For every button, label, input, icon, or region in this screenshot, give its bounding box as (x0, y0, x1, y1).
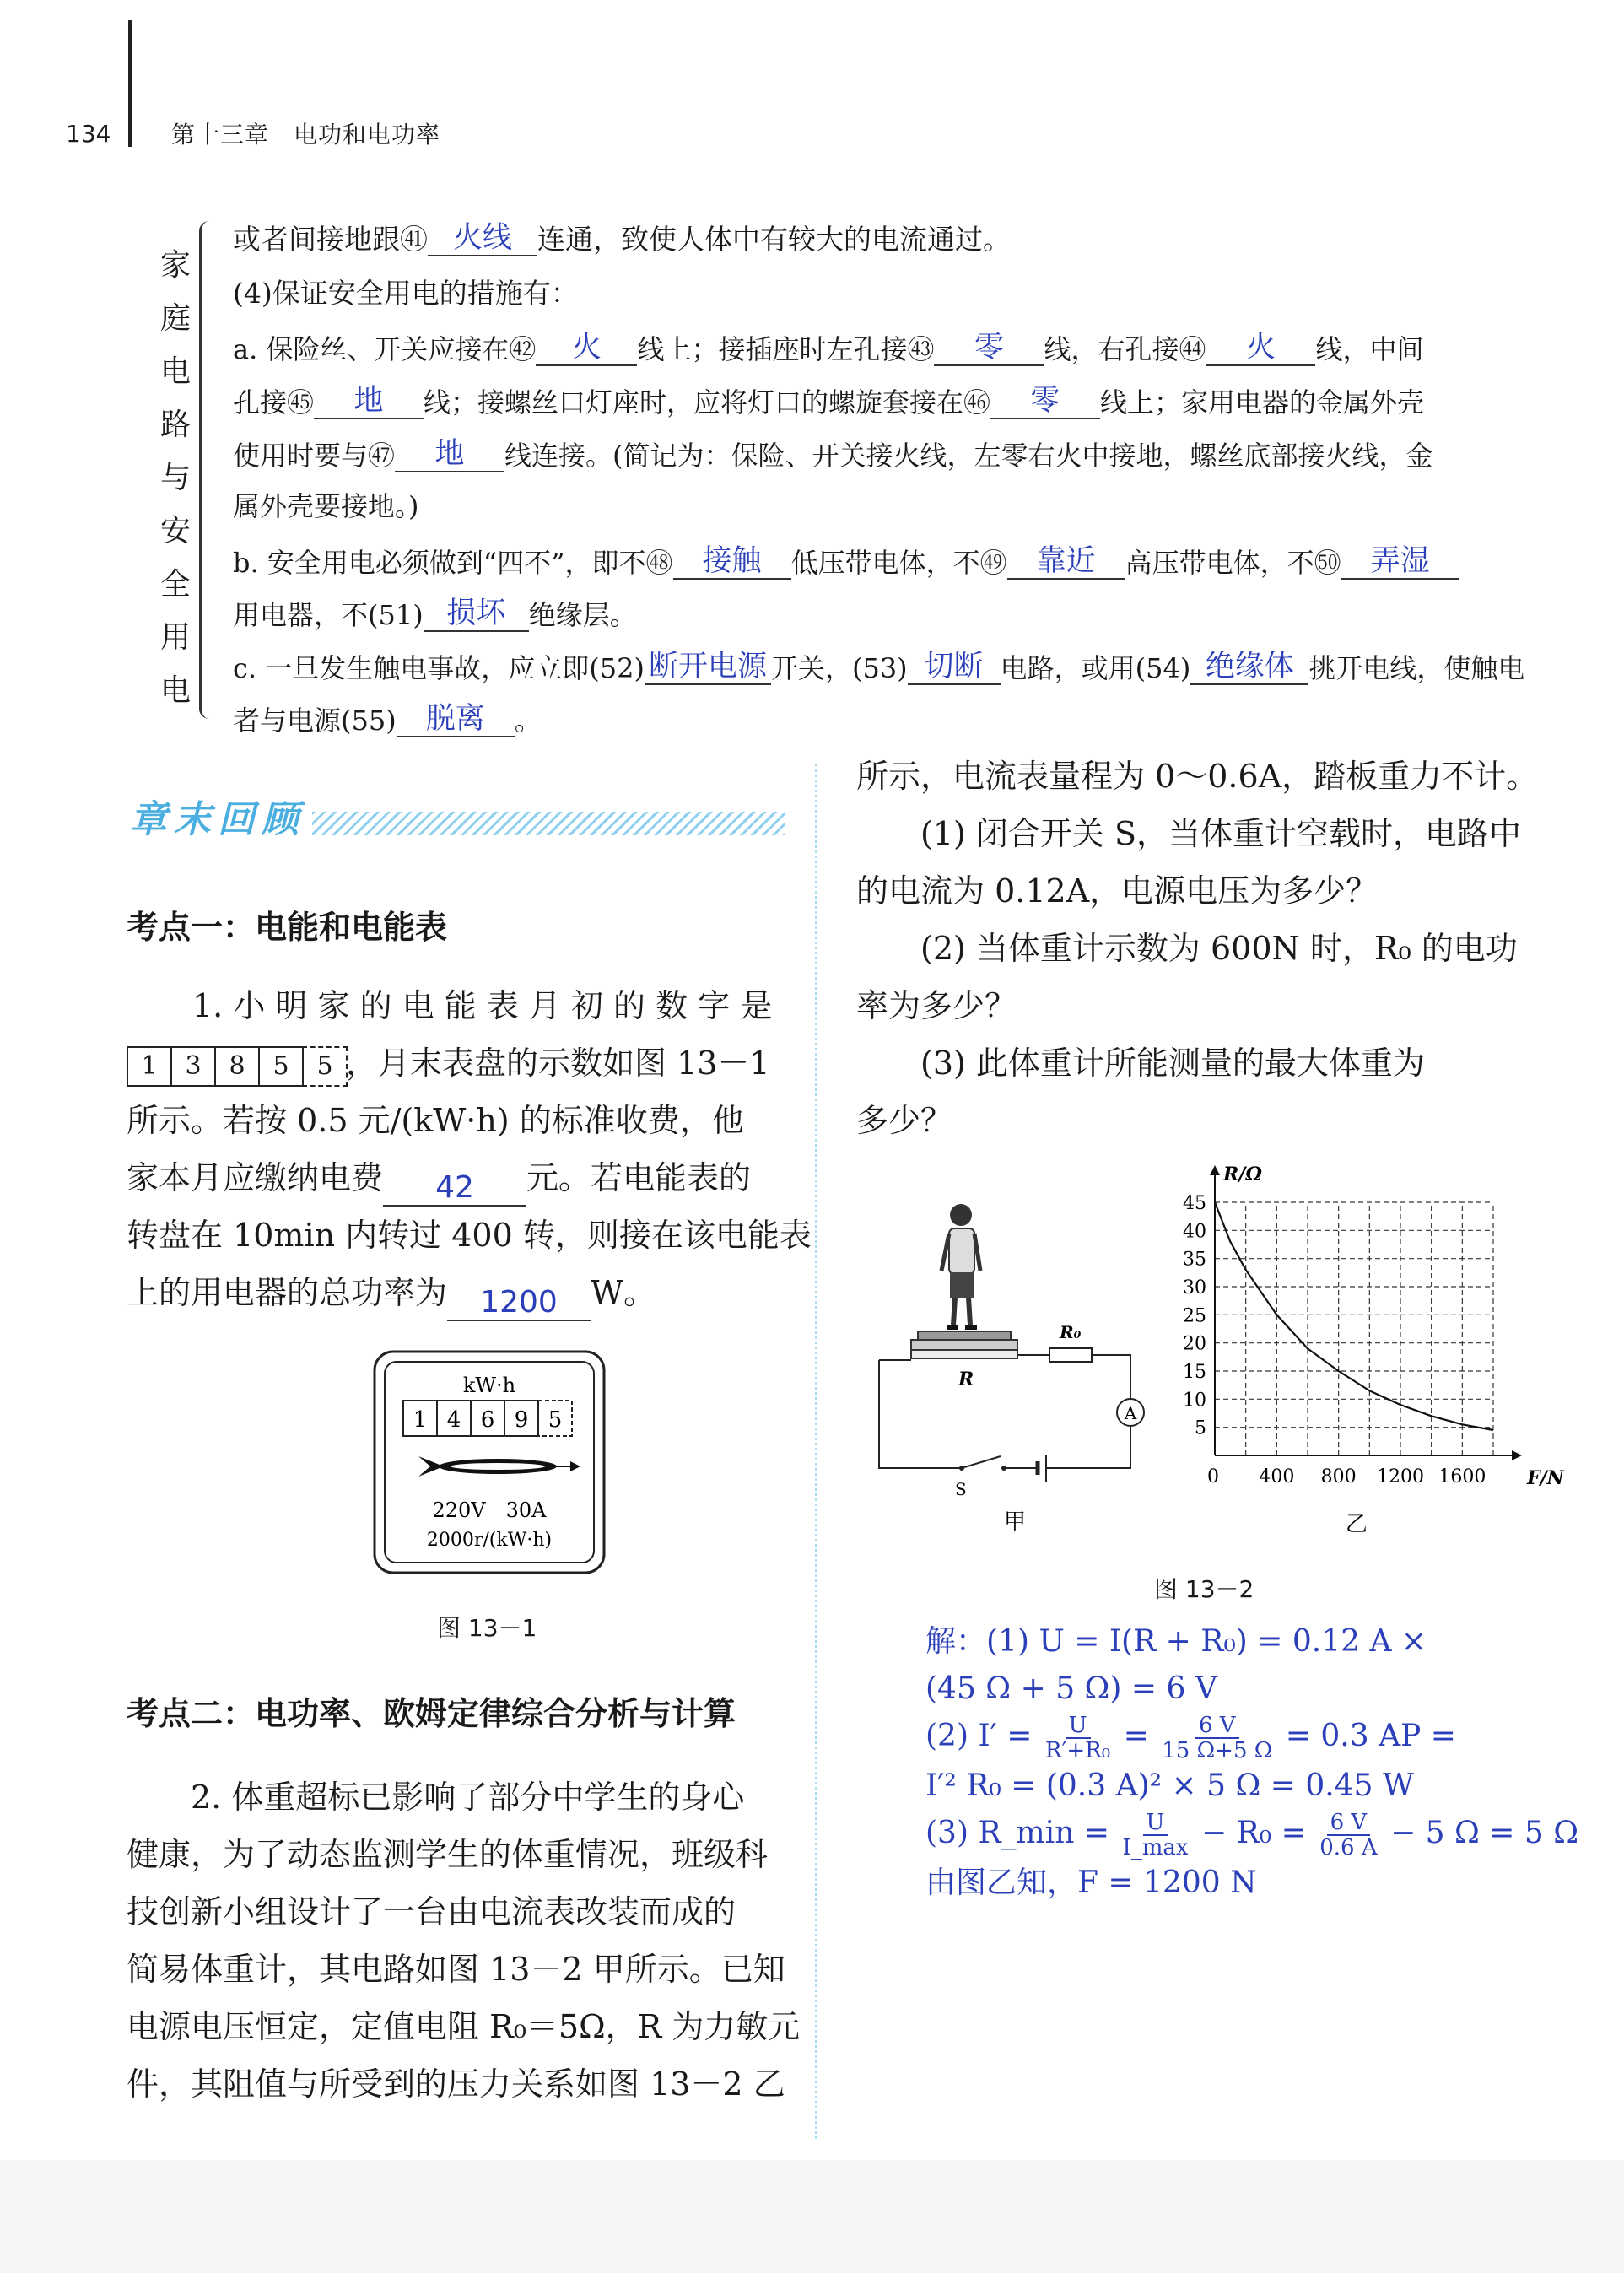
fraction: $\frac{6 V}{0.6 A}$ (1319, 1810, 1378, 1860)
meter-digit: 4 (446, 1407, 461, 1433)
page-number: 134 (66, 120, 111, 148)
resistance-force-chart (1164, 1164, 1569, 1536)
side-char: 与 (159, 461, 191, 495)
q2-line: 健康，为了动态监测学生的体重情况，班级科 (127, 1836, 769, 1873)
y-tick-label: 20 (1183, 1333, 1206, 1355)
data-curve (1215, 1202, 1493, 1430)
q2-cont-line: (3) 此体重计所能测量的最大体重为 (920, 1045, 1425, 1082)
solution-line-5: (3) R_min = $\frac{U}{I\_\max}$ − R₀ = $\frac{6 V}{0.6 A}$ − 5 Ω = 5 Ω (925, 1810, 1579, 1860)
side-char: 全 (159, 567, 191, 602)
answer-55: 脱离 (397, 702, 515, 737)
q1-text (127, 977, 812, 1321)
safety-line-9: c. 一旦发生触电事故，应立即(52) 断开电源 开关，(53) 切断 电路，或用(54) 绝缘体 挑开电线，使触电 (233, 650, 1525, 684)
header-divider (128, 20, 132, 147)
meter-rev: 2000r/(kW·h) (426, 1530, 553, 1551)
side-char: 电 (159, 673, 191, 708)
circuit-diagram (877, 1198, 1156, 1536)
x-tick-label: 800 (1320, 1466, 1357, 1487)
switch-icon (962, 1456, 1001, 1468)
kp2-title: 考点二：电功率、欧姆定律综合分析与计算 (127, 1695, 736, 1732)
answer-41: 火线 (428, 221, 537, 256)
digit-box: 1 (127, 1046, 172, 1087)
y-axis-label: R/Ω (1223, 1164, 1262, 1185)
person-figure-icon (941, 1204, 980, 1330)
answer-53: 切断 (908, 650, 1001, 685)
resistor-r0 (1049, 1348, 1092, 1362)
q1-line-3: 所示。若按 0.5 元/(kW·h) 的标准收费，他 (127, 1102, 744, 1139)
q2-line: 2. 体重超标已影响了部分中学生的身心 (191, 1779, 745, 1816)
q2-cont-line: (1) 闭合开关 S，当体重计空载时，电路中 (920, 815, 1522, 852)
y-tick-label: 10 (1183, 1390, 1206, 1412)
y-axis-arrow-icon (1210, 1165, 1220, 1175)
switch-contact (959, 1466, 964, 1471)
safety-line-3: a. 保险丝、开关应接在㊷ 火 线上；接插座时左孔接㊸ 零 线，右孔接㊹ 火 线，中间 (233, 331, 1424, 365)
x-axis-label: F/N (1527, 1467, 1564, 1489)
q1-line-2: 1 3 8 5 5 ，月末表盘的示数如图 13－1 (127, 1034, 785, 1092)
q2-line: 电源电压恒定，定值电阻 R₀＝5Ω，R 为力敏元 (127, 2008, 801, 2045)
side-char: 家 (159, 248, 191, 283)
ammeter-label: A (1124, 1403, 1137, 1423)
safety-line-6: 属外壳要接地。) (233, 490, 419, 522)
y-tick-label: 40 (1183, 1221, 1206, 1243)
side-char: 路 (159, 408, 191, 442)
label-r: R (958, 1369, 974, 1390)
digit-box: 3 (170, 1046, 216, 1087)
wire-right (1092, 1355, 1130, 1399)
q2-cont-line: 多少？ (856, 1102, 953, 1139)
chapter-title: 第十三章 电功和电功率 (171, 121, 441, 148)
label-r0: R₀ (1060, 1322, 1082, 1342)
answer-44: 火 (1206, 331, 1315, 366)
safety-line-4: 孔接㊺ 地 线；接螺丝口灯座时，应将灯口的螺旋套接在㊻ 零 线上；家用电器的金属外壳 (233, 384, 1425, 418)
side-char: 安 (159, 514, 191, 548)
electric-meter-figure (371, 1348, 607, 1576)
solution-line-4: I′² R₀ = (0.3 A)² × 5 Ω = 0.45 W (925, 1768, 1414, 1803)
answer-52: 断开电源 (645, 650, 771, 685)
meter-digit: 9 (514, 1407, 529, 1433)
answer-50: 弄湿 (1341, 544, 1459, 580)
wire-bottom-right (1046, 1426, 1130, 1468)
circuit-caption: 甲 (1004, 1509, 1027, 1535)
side-char: 用 (159, 620, 191, 655)
side-label (159, 239, 192, 717)
answer-power: 1200 (447, 1286, 591, 1321)
safety-line-7: b. 安全用电必须做到“四不”，即不㊽ 接触 低压带电体，不㊾ 靠近 高压带电体，不㊿ 弄湿 (233, 544, 1459, 580)
x-tick-label: 0 (1207, 1466, 1219, 1487)
q2-cont-line: 所示，电流表量程为 0～0.6A，踏板重力不计。 (856, 758, 1539, 795)
answer-48: 接触 (673, 544, 791, 580)
y-tick-label: 35 (1183, 1249, 1206, 1271)
safety-line-2: (4)保证安全用电的措施有： (233, 277, 579, 310)
meter-spec: 220V 30A (432, 1498, 547, 1522)
section-title: 章末回顾 (130, 798, 305, 841)
q2-continued (856, 748, 1538, 1149)
answer-42: 火 (536, 331, 637, 366)
switch-contact (1001, 1466, 1006, 1471)
force-sensor-plate (911, 1340, 1017, 1350)
fraction: $\frac{U}{\text{R′+R₀}}$ (1044, 1713, 1111, 1763)
y-tick-label: 15 (1183, 1362, 1206, 1383)
digit-box-decimal: 5 (302, 1046, 348, 1087)
q1-line-1: 1. 小 明 家 的 电 能 表 月 初 的 数 字 是 (192, 987, 773, 1024)
q2-line: 简易体重计，其电路如图 13－2 甲所示。已知 (127, 1951, 785, 1988)
answer-45: 地 (314, 384, 424, 419)
safety-line-10: 者与电源(55) 脱离 。 (233, 702, 542, 737)
wire-left (879, 1360, 962, 1468)
y-tick-label: 25 (1183, 1305, 1206, 1327)
q2-line: 技创新小组设计了一台由电流表改装而成的 (127, 1893, 736, 1930)
q2-cont-line: 率为多少？ (856, 987, 1017, 1024)
meter-unit: kW·h (462, 1374, 516, 1397)
answer-51: 损坏 (424, 597, 529, 632)
y-tick-label: 5 (1195, 1417, 1206, 1439)
side-char: 庭 (159, 301, 191, 336)
x-tick-label: 1600 (1438, 1466, 1486, 1487)
q1-line-6: 上的用电器的总功率为 1200 W。 (127, 1274, 656, 1320)
solution (925, 1618, 1578, 1907)
digit-box: 5 (258, 1046, 304, 1087)
q1-line-5: 转盘在 10min 内转过 400 转，则接在该电能表 (127, 1217, 812, 1254)
answer-54: 绝缘体 (1190, 650, 1308, 685)
meter-digit: 6 (480, 1407, 495, 1433)
solution-line-2: (45 Ω + 5 Ω) = 6 V (925, 1671, 1217, 1706)
fraction: $\frac{6 V}{15 \Omega+5 \Omega}$ (1162, 1713, 1273, 1763)
answer-49: 靠近 (1007, 544, 1125, 580)
answer-43: 零 (934, 331, 1044, 366)
y-tick-label: 45 (1183, 1193, 1206, 1214)
solution-line-6: 由图乙知，F = 1200 N (925, 1865, 1257, 1900)
x-tick-label: 1200 (1377, 1466, 1424, 1487)
solution-line-1: 解：(1) U = I(R + R₀) = 0.12 A × (925, 1624, 1427, 1659)
switch-label: S (955, 1479, 967, 1499)
q2-cont-line: 的电流为 0.12A，电源电压为多少？ (856, 872, 1379, 910)
answer-47: 地 (395, 437, 504, 472)
x-axis-arrow-icon (1512, 1450, 1522, 1460)
q2-cont-line: (2) 当体重计示数为 600N 时，R₀ 的电功 (920, 930, 1518, 967)
answer-46: 零 (990, 384, 1100, 419)
safety-line-8: 用电器，不(51) 损坏 绝缘层。 (233, 597, 637, 631)
chart-caption: 乙 (1346, 1512, 1368, 1536)
resistor-r (911, 1350, 1017, 1358)
safety-line-1: 或者间接地跟㊶ 火线 连通，致使人体中有较大的电流通过。 (233, 221, 1011, 256)
q1-line-4: 家本月应缴纳电费 42 元。若电能表的 (127, 1159, 752, 1205)
section-title-decoration (312, 812, 785, 835)
digit-box: 8 (214, 1046, 260, 1087)
page-bottom-margin (0, 2160, 1624, 2273)
y-tick-label: 30 (1183, 1277, 1206, 1298)
meter-digit: 5 (548, 1407, 563, 1433)
safety-line-5: 使用时要与㊼ 地 线连接。(简记为：保险、开关接火线，左零右火中接地，螺丝底部接火线，金 (233, 437, 1433, 472)
column-divider (815, 764, 817, 2139)
q2-text (127, 1768, 800, 2113)
answer-fee: 42 (383, 1171, 526, 1207)
side-char: 电 (159, 354, 191, 389)
brace (199, 221, 217, 719)
q2-line: 件，其阻值与所受到的压力关系如图 13－2 乙 (127, 2065, 785, 2103)
meter-disc-icon (418, 1456, 580, 1477)
kp1-title: 考点一：电能和电能表 (127, 909, 448, 946)
meter-digit: 1 (413, 1407, 428, 1433)
fig-13-1-caption: 图 13－1 (437, 1614, 537, 1642)
fraction: $\frac{U}{I\_\max}$ (1122, 1810, 1189, 1860)
scale-platform (918, 1331, 1011, 1340)
fig-13-2-caption: 图 13－2 (1154, 1575, 1254, 1603)
x-tick-label: 400 (1259, 1466, 1295, 1487)
solution-line-3: (2) I′ = $\frac{U}{\text{R′+R₀}}$ = $\frac{6 V}{15 \Omega+5 \Omega}$ = 0.3 AP = (925, 1713, 1456, 1763)
